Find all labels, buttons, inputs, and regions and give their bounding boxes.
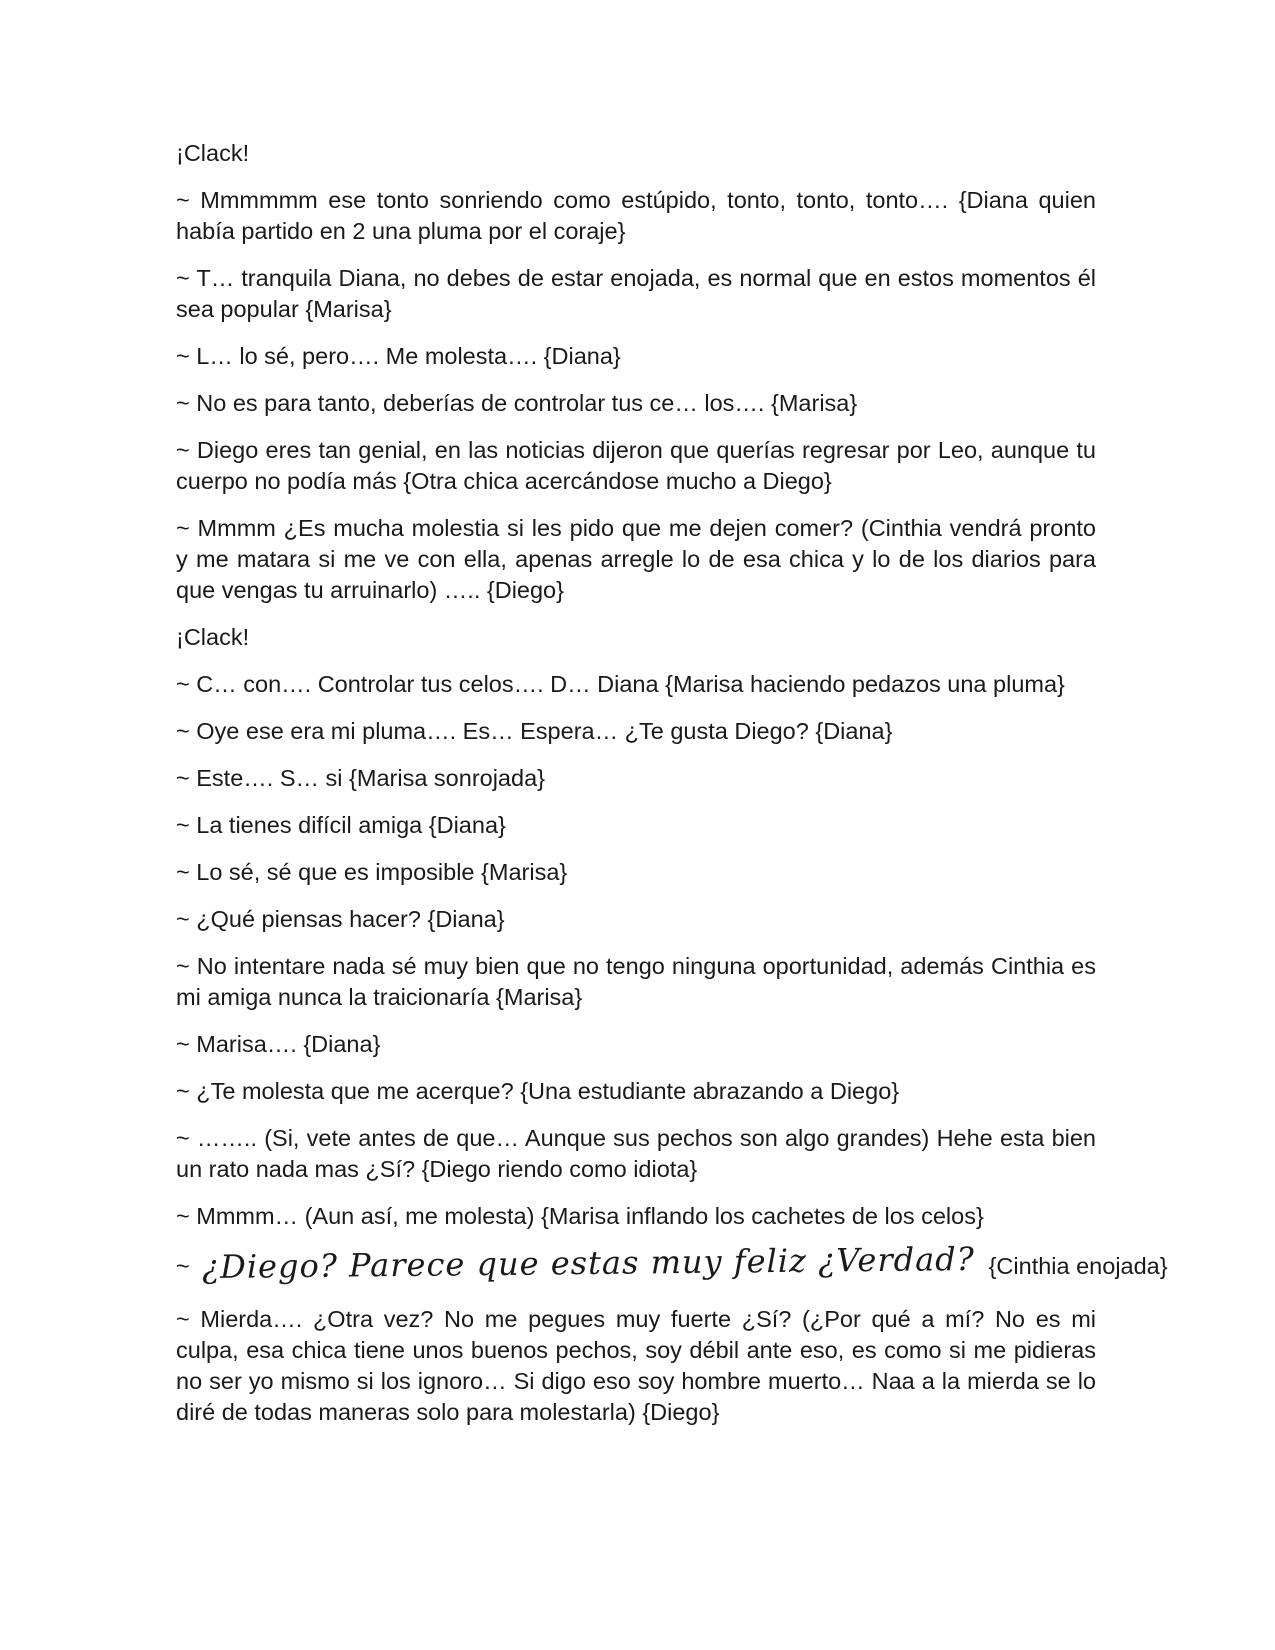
paragraph-diana-4: ~ La tienes difícil amiga {Diana} [176, 812, 506, 838]
paragraph-diego-2: ~ …….. (Si, vete antes de que… Aunque sus pechos son algo grandes) Hehe esta bien un rato nada mas ¿Sí? {Diego riendo como idiota} [176, 1125, 1096, 1182]
paragraph-otra-chica: ~ Diego eres tan genial, en las noticias dijeron que querías regresar por Leo, aunque tu cuerpo no podía más {Otra chica acercándose mucho a Diego} [176, 437, 1096, 494]
paragraph-marisa-1: ~ T… tranquila Diana, no debes de estar enojada, es normal que en estos momentos él sea popular {Marisa} [176, 265, 1096, 322]
paragraph-marisa-4: ~ Este…. S… si {Marisa sonrojada} [176, 765, 545, 791]
paragraph-diana-6: ~ Marisa…. {Diana} [176, 1031, 381, 1057]
paragraph-diana-3: ~ Oye ese era mi pluma…. Es… Espera… ¿Te gusta Diego? {Diana} [176, 718, 893, 744]
paragraph-marisa-7: ~ Mmmm… (Aun así, me molesta) {Marisa inflando los cachetes de los celos} [176, 1203, 984, 1229]
paragraph-clack-1: ¡Clack! [176, 140, 250, 166]
paragraph-diana-1: ~ Mmmmmm ese tonto sonriendo como estúpido, tonto, tonto, tonto…. {Diana quien había partido en 2 una pluma por el coraje} [176, 187, 1096, 244]
paragraph-diego-1: ~ Mmmm ¿Es mucha molestia si les pido que me dejen comer? (Cinthia vendrá pronto y me matara si me ve con ella, apenas arregle lo de esa chica y lo de los diarios para que vengas tu arruinarlo) ….. {Diego} [176, 515, 1096, 603]
paragraph-marisa-2: ~ No es para tanto, deberías de controlar tus ce… los…. {Marisa} [176, 390, 858, 416]
paragraph-estudiante: ~ ¿Te molesta que me acerque? {Una estudiante abrazando a Diego} [176, 1078, 900, 1104]
document-page [176, 138, 1168, 1444]
paragraph-marisa-6: ~ No intentare nada sé muy bien que no tengo ninguna oportunidad, además Cinthia es mi amiga nunca la traicionaría {Marisa} [176, 953, 1096, 1010]
paragraph-clack-2: ¡Clack! [176, 624, 250, 650]
paragraph-marisa-5: ~ Lo sé, sé que es imposible {Marisa} [176, 859, 568, 885]
shout-tilde: ~ [176, 1253, 190, 1279]
paragraph-diana-5: ~ ¿Qué piensas hacer? {Diana} [176, 906, 505, 932]
paragraph-marisa-3: ~ C… con…. Controlar tus celos…. D… Diana {Marisa haciendo pedazos una pluma} [176, 671, 1065, 697]
cinthia-shout-line [176, 1239, 1168, 1287]
shout-speaker-tag: {Cinthia enojada} [988, 1253, 1168, 1279]
handwritten-shout: ¿Diego? Parece que estas muy feliz ¿Verdad? [201, 1239, 975, 1287]
paragraph-diego-final: ~ Mierda…. ¿Otra vez? No me pegues muy fuerte ¿Sí? (¿Por qué a mí? No es mi culpa, esa chica tiene unos buenos pechos, soy débil ante eso, es como si me pidieras no ser yo mismo si los ignoro… Si digo eso soy hombre muerto… Naa a la mierda se lo diré de todas maneras solo para molestarla) {Diego} [176, 1306, 1096, 1425]
paragraph-diana-2: ~ L… lo sé, pero…. Me molesta…. {Diana} [176, 343, 621, 369]
